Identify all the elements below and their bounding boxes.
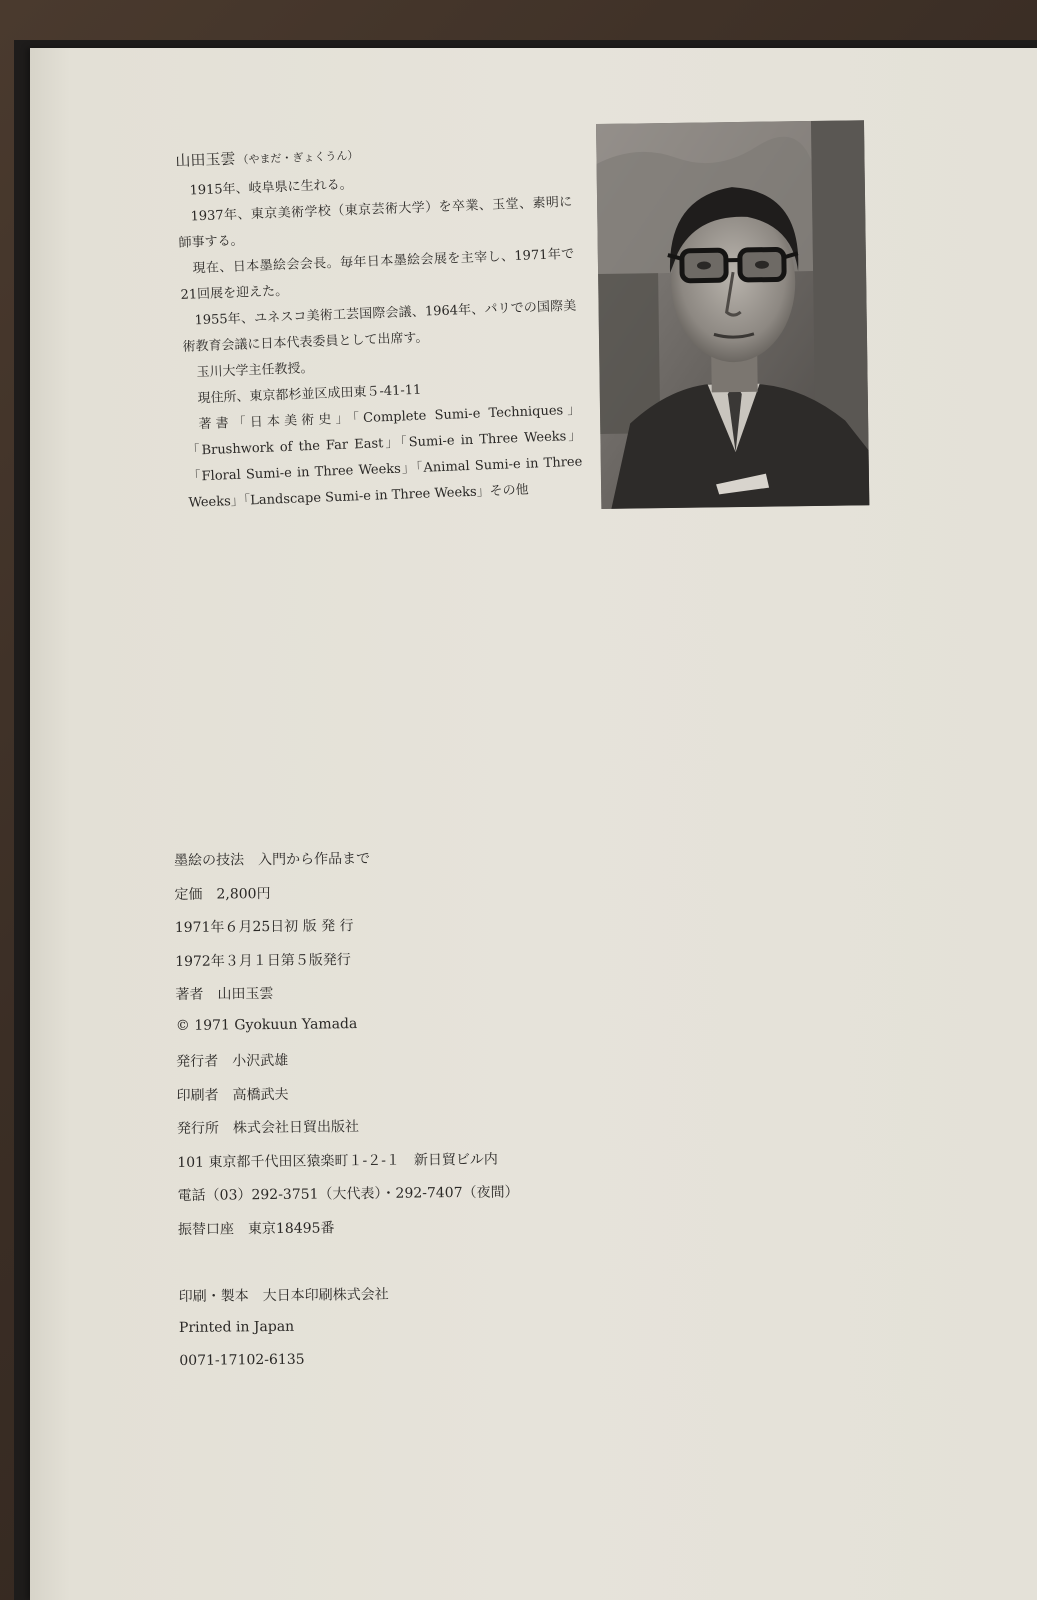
- price-label: 定価: [174, 886, 203, 903]
- price-row: [174, 878, 694, 917]
- portrait-illustration: [596, 120, 869, 509]
- bio-paragraph: 1915年、岐阜県に生れる。: [189, 177, 353, 199]
- publisher-person-value: 小沢武雄: [232, 1052, 289, 1070]
- transfer-account-row: [178, 1213, 698, 1252]
- printer-person-label: 印刷者: [176, 1087, 219, 1104]
- publisher-person-label: 発行者: [176, 1053, 219, 1070]
- fifth-edition-date: 1972年３月１日第５版発行: [175, 951, 351, 970]
- author-row: [175, 979, 695, 1018]
- publisher-value: 株式会社日貿出版社: [232, 1119, 359, 1137]
- bio-paragraph: 1937年、東京美術学校（東京芸術大学）を卒業、玉堂、素明に師事する。: [178, 194, 573, 251]
- publisher-person-row: [176, 1046, 696, 1085]
- bio-paragraph: 現在、日本墨絵会会長。毎年日本墨絵会展を主宰し、1971年で21回展を迎えた。: [180, 246, 575, 303]
- book-title: 墨絵の技法 入門から作品まで: [174, 850, 371, 869]
- author-bio: [175, 135, 584, 517]
- book-code: 0071-17102-6135: [179, 1351, 305, 1369]
- printing-binding-row: [179, 1281, 699, 1320]
- publisher-row: [177, 1113, 697, 1152]
- printed-in: Printed in Japan: [178, 1318, 295, 1336]
- copyright: © 1971 Gyokuun Yamada: [175, 1015, 358, 1034]
- author-reading: （やまだ・ぎょくうん）: [237, 148, 359, 167]
- author-name: 山田玉雲: [175, 149, 236, 170]
- bio-paragraph: 著書「日本美術史」「Complete Sumi-e Techniques」「Brushwork of the Far East」「Sumi-e in Three Weeks」「Floral Sumi-e in Three Weeks」「Animal Sumi-e in Three Weeks」「Landscape Sumi-e in Three Weeks」その他: [186, 402, 583, 511]
- price-value: 2,800円: [216, 885, 271, 903]
- publisher-phone: 電話（03）292-3751（大代表）・292-7407（夜間）: [177, 1184, 519, 1204]
- bio-paragraph: 1955年、ユネスコ美術工芸国際会議、1964年、パリでの国際美術教育会議に日本代表委員として出席す。: [182, 298, 577, 355]
- author-value: 山田玉雲: [217, 985, 274, 1003]
- first-edition-date: 1971年６月25日初 版 発 行: [174, 918, 354, 936]
- printing-binding-label: 印刷・製本: [178, 1288, 249, 1305]
- printer-person-row: [176, 1079, 696, 1118]
- printer-person-value: 高橋武夫: [232, 1086, 289, 1103]
- author-label: 著者: [175, 986, 204, 1003]
- publisher-label: 発行所: [176, 1120, 220, 1137]
- spacer: [178, 1247, 698, 1286]
- printing-binding-value: 大日本印刷株式会社: [262, 1286, 389, 1305]
- transfer-account-label: 振替口座: [177, 1220, 235, 1238]
- bio-paragraph: 玉川大学主任教授。: [196, 360, 314, 381]
- author-portrait: [596, 120, 869, 509]
- transfer-account-value: 東京18495番: [247, 1219, 335, 1237]
- colophon: [174, 845, 700, 1387]
- bio-paragraph: 現住所、東京都杉並区成田東５-41-11: [197, 382, 422, 407]
- publisher-address: 101 東京都千代田区猿楽町１-２-１ 新日貿ビル内: [177, 1151, 498, 1171]
